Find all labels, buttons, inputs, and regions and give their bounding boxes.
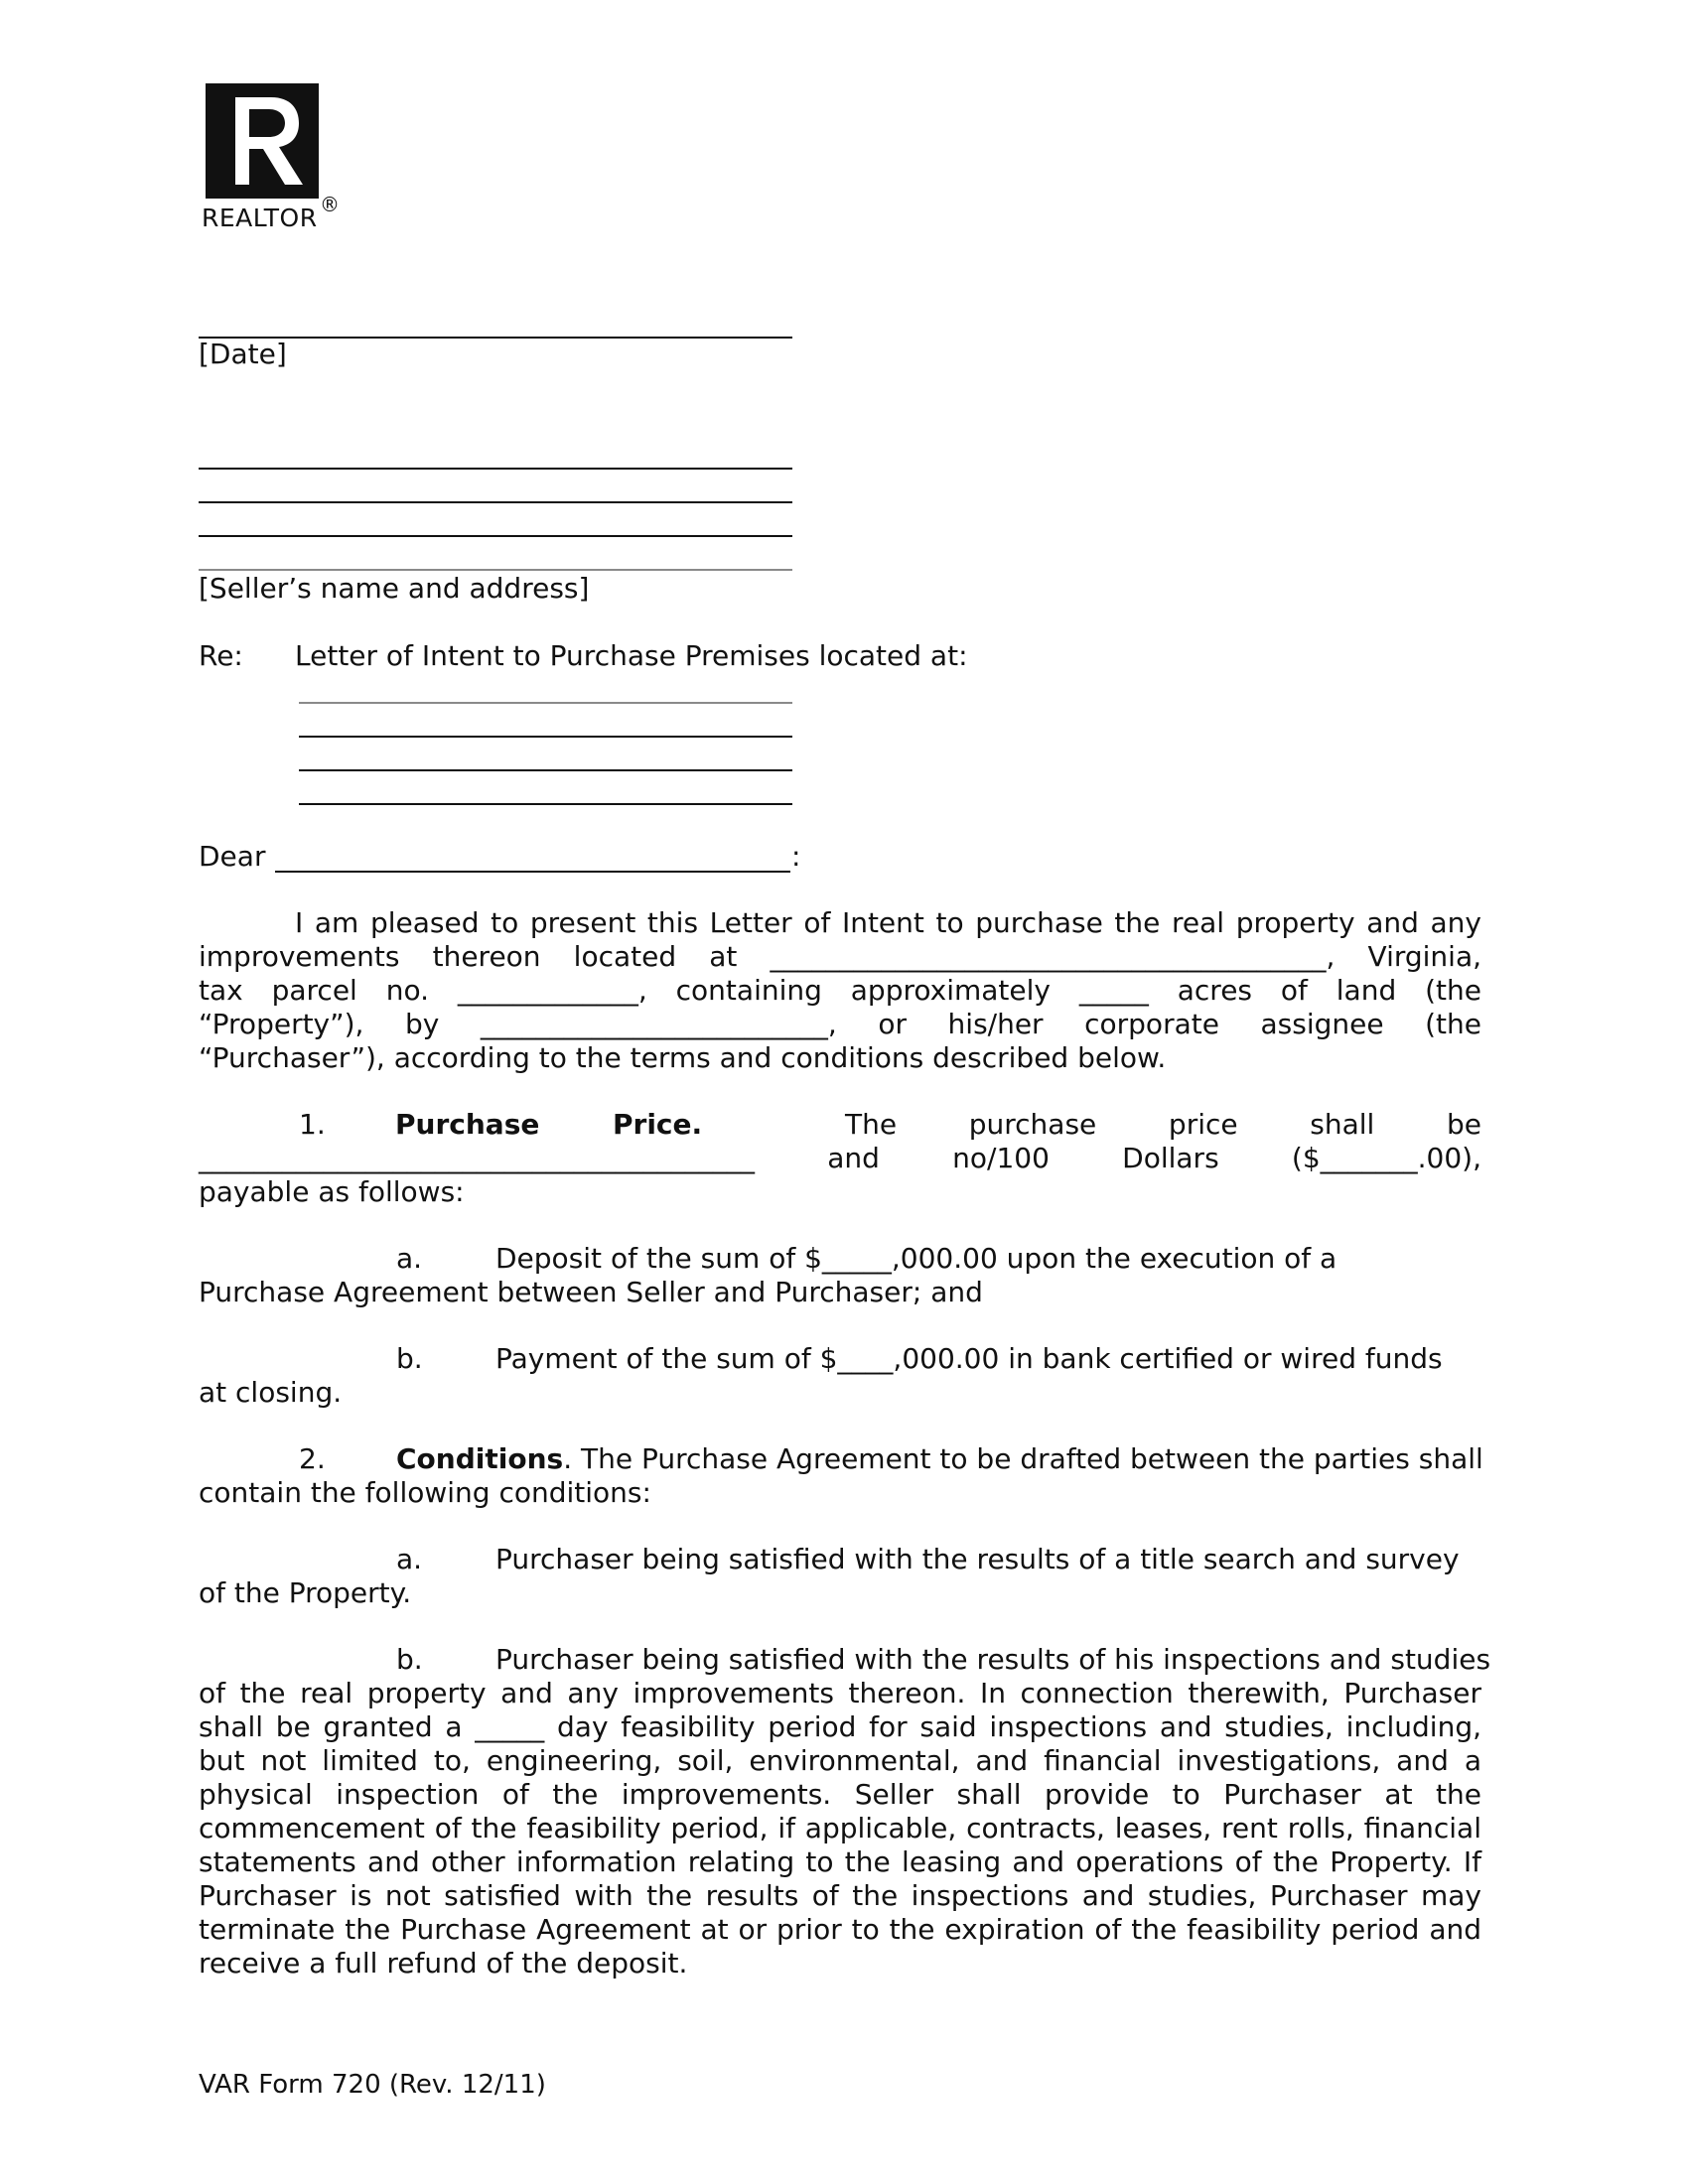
date-line — [199, 337, 792, 339]
section-1-title-word-2: Price. — [613, 1108, 703, 1141]
premises-line-2 — [299, 736, 792, 738]
registered-mark: ® — [320, 193, 340, 216]
intro-line-3: tax parcel no. _____________, containing approximately _____ acres of land (the — [199, 974, 1481, 1007]
section-2-line-1-rest: . The Purchase Agreement to be drafted between the parties shall — [563, 1442, 1483, 1475]
seller-line-2 — [199, 501, 792, 503]
section-2-item-b-label: b. — [396, 1643, 423, 1676]
section-1-line-1: The purchase price shall be — [845, 1108, 1481, 1141]
section-1-item-b-line-2: at closing. — [199, 1376, 343, 1409]
intro-line-5: “Purchaser”), according to the terms and conditions described below. — [199, 1041, 1167, 1074]
section-2-item-a-label: a. — [396, 1543, 423, 1575]
realtor-wordmark: REALTOR — [202, 204, 318, 232]
section-2-item-b-line: of the real property and any improvements thereon. In connection therewith, Purchaser — [199, 1677, 1481, 1709]
section-2-line-1 — [396, 1442, 1483, 1476]
section-1-title-word-1: Purchase — [395, 1108, 540, 1141]
section-1-line-3: payable as follows: — [199, 1175, 465, 1208]
section-2-item-a-line-1: Purchaser being satisfied with the results of a title search and survey — [495, 1543, 1460, 1575]
section-1-number: 1. — [299, 1108, 326, 1141]
section-2-item-b-last-line: receive a full refund of the deposit. — [199, 1947, 688, 1979]
section-2-item-b-line: statements and other information relating to the leasing and operations of the Property. If — [199, 1845, 1481, 1878]
date-label: [Date] — [199, 338, 287, 370]
section-2-title: Conditions — [396, 1442, 564, 1475]
section-2-item-b-line-1: Purchaser being satisfied with the results of his inspections and studies — [495, 1643, 1491, 1676]
section-2-item-a-line-2: of the Property. — [199, 1576, 412, 1609]
section-2-item-b-line: terminate the Purchase Agreement at or prior to the expiration of the feasibility period and — [199, 1913, 1481, 1946]
section-1-line-2: ________________________________________ and no/100 Dollars ($_______.00), — [199, 1142, 1481, 1174]
dear-label: Dear — [199, 840, 266, 873]
section-2-number: 2. — [299, 1442, 326, 1475]
form-footer: VAR Form 720 (Rev. 12/11) — [199, 2070, 546, 2100]
section-2-item-b-line: physical inspection of the improvements. Seller shall provide to Purchaser at the — [199, 1778, 1481, 1811]
section-1-item-b-line-1: Payment of the sum of $____,000.00 in bank certified or wired funds — [495, 1342, 1443, 1375]
intro-line-4: “Property”), by _________________________, or his/her corporate assignee (the — [199, 1008, 1481, 1040]
seller-label: [Seller’s name and address] — [199, 572, 590, 605]
section-2-item-b-line: Purchaser is not satisfied with the results of the inspections and studies, Purchaser may — [199, 1879, 1481, 1912]
dear-line — [275, 871, 790, 873]
section-1-item-a-label: a. — [396, 1242, 423, 1275]
premises-line-3 — [299, 769, 792, 771]
seller-line-1 — [199, 468, 792, 470]
section-2-item-b-line: commencement of the feasibility period, if applicable, contracts, leases, rent rolls, financial — [199, 1812, 1481, 1844]
section-2-item-b-line: shall be granted a _____ day feasibility period for said inspections and studies, including, — [199, 1710, 1481, 1743]
intro-line-2: improvements thereon located at ________________________________________, Virginia, — [199, 940, 1481, 973]
seller-line-3 — [199, 535, 792, 537]
premises-line-4 — [299, 803, 792, 805]
section-1-item-a-line-2: Purchase Agreement between Seller and Purchaser; and — [199, 1276, 983, 1308]
intro-line-1: I am pleased to present this Letter of Intent to purchase the real property and any — [295, 906, 1481, 939]
section-1-item-a-line-1: Deposit of the sum of $_____,000.00 upon the execution of a — [495, 1242, 1337, 1275]
section-2-item-b-line: but not limited to, engineering, soil, environmental, and financial investigations, and a — [199, 1744, 1481, 1777]
dear-colon: : — [791, 840, 801, 873]
section-2-line-2: contain the following conditions: — [199, 1476, 651, 1509]
section-1-item-b-label: b. — [396, 1342, 423, 1375]
re-label: Re: — [199, 639, 243, 672]
realtor-r-logo-icon — [206, 83, 319, 199]
premises-line-1 — [299, 702, 792, 704]
seller-line-4 — [199, 569, 792, 571]
re-text: Letter of Intent to Purchase Premises located at: — [295, 639, 968, 672]
